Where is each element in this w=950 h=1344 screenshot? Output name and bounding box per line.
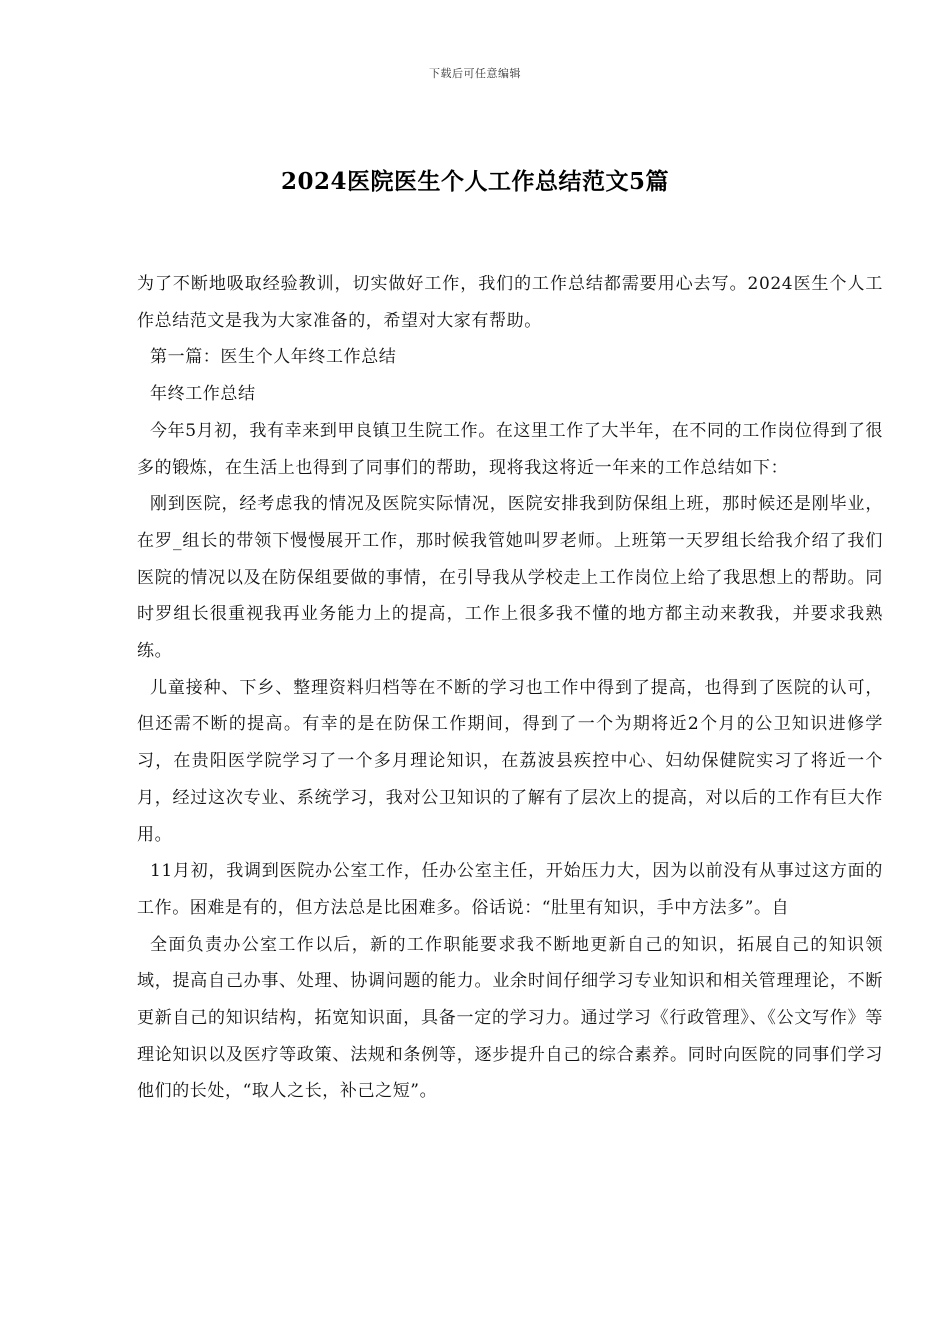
body-paragraph: 儿童接种、下乡、整理资料归档等在不断的学习也工作中得到了提高，也得到了医院的认可，但还需不断的提高。有幸的是在防保工作期间，得到了一个为期将近2个月的公卫知识进修学习，在贵阳医学院学习了一个多月理论知识，在荔波县疾控中心、妇幼保健院实习了将近一个月，经过这次专业、系统学习，我对公卫知识的了解有了层次上的提高，对以后的工作有巨大作用。: [137, 677, 883, 845]
intro-paragraph: 为了不断地吸取经验教训，切实做好工作，我们的工作总结都需要用心去写。2024医生个人工作总结范文是我为大家准备的，希望对大家有帮助。: [137, 274, 883, 331]
section-heading: 第一篇：医生个人年终工作总结: [150, 347, 397, 368]
body-paragraph: 11月初，我调到医院办公室工作，任办公室主任，开始压力大，因为以前没有从事过这方面的工作。困难是有的，但方法总是比困难多。俗话说：“肚里有知识，手中方法多”。自: [137, 861, 883, 918]
body-paragraph: 刚到医院，经考虑我的情况及医院实际情况，医院安排我到防保组上班，那时候还是刚毕业，在罗_组长的带领下慢慢展开工作，那时候我管她叫罗老师。上班第一天罗组长给我介绍了我们医院的情况以及在防保组要做的事情，在引导我从学校走上工作岗位上给了我思想上的帮助。同时罗组长很重视我再业务能力上的提高，工作上很多我不懂的地方都主动来教我，并要求我熟练。: [137, 494, 883, 662]
body-paragraph: 今年5月初，我有幸来到甲良镇卫生院工作。在这里工作了大半年，在不同的工作岗位得到了很多的锻炼，在生活上也得到了同事们的帮助，现将我这将近一年来的工作总结如下：: [137, 420, 884, 478]
subsection-heading: 年终工作总结: [150, 384, 256, 405]
document-title: 2024医院医生个人工作总结范文5篇: [280, 168, 670, 195]
document-body: [137, 266, 883, 1110]
header-note: 下载后可任意编辑: [429, 67, 521, 80]
body-paragraph: 全面负责办公室工作以后，新的工作职能要求我不断地更新自己的知识，拓展自己的知识领域，提高自己办事、处理、协调问题的能力。业余时间仔细学习专业知识和相关管理理论，不断更新自己的知识结构，拓宽知识面，具备一定的学习力。通过学习《行政管理》、《公文写作》等理论知识以及医疗等政策、法规和条例等，逐步提升自己的综合素养。同时向医院的同事们学习他们的长处，“取人之长，补己之短”。: [137, 934, 883, 1102]
